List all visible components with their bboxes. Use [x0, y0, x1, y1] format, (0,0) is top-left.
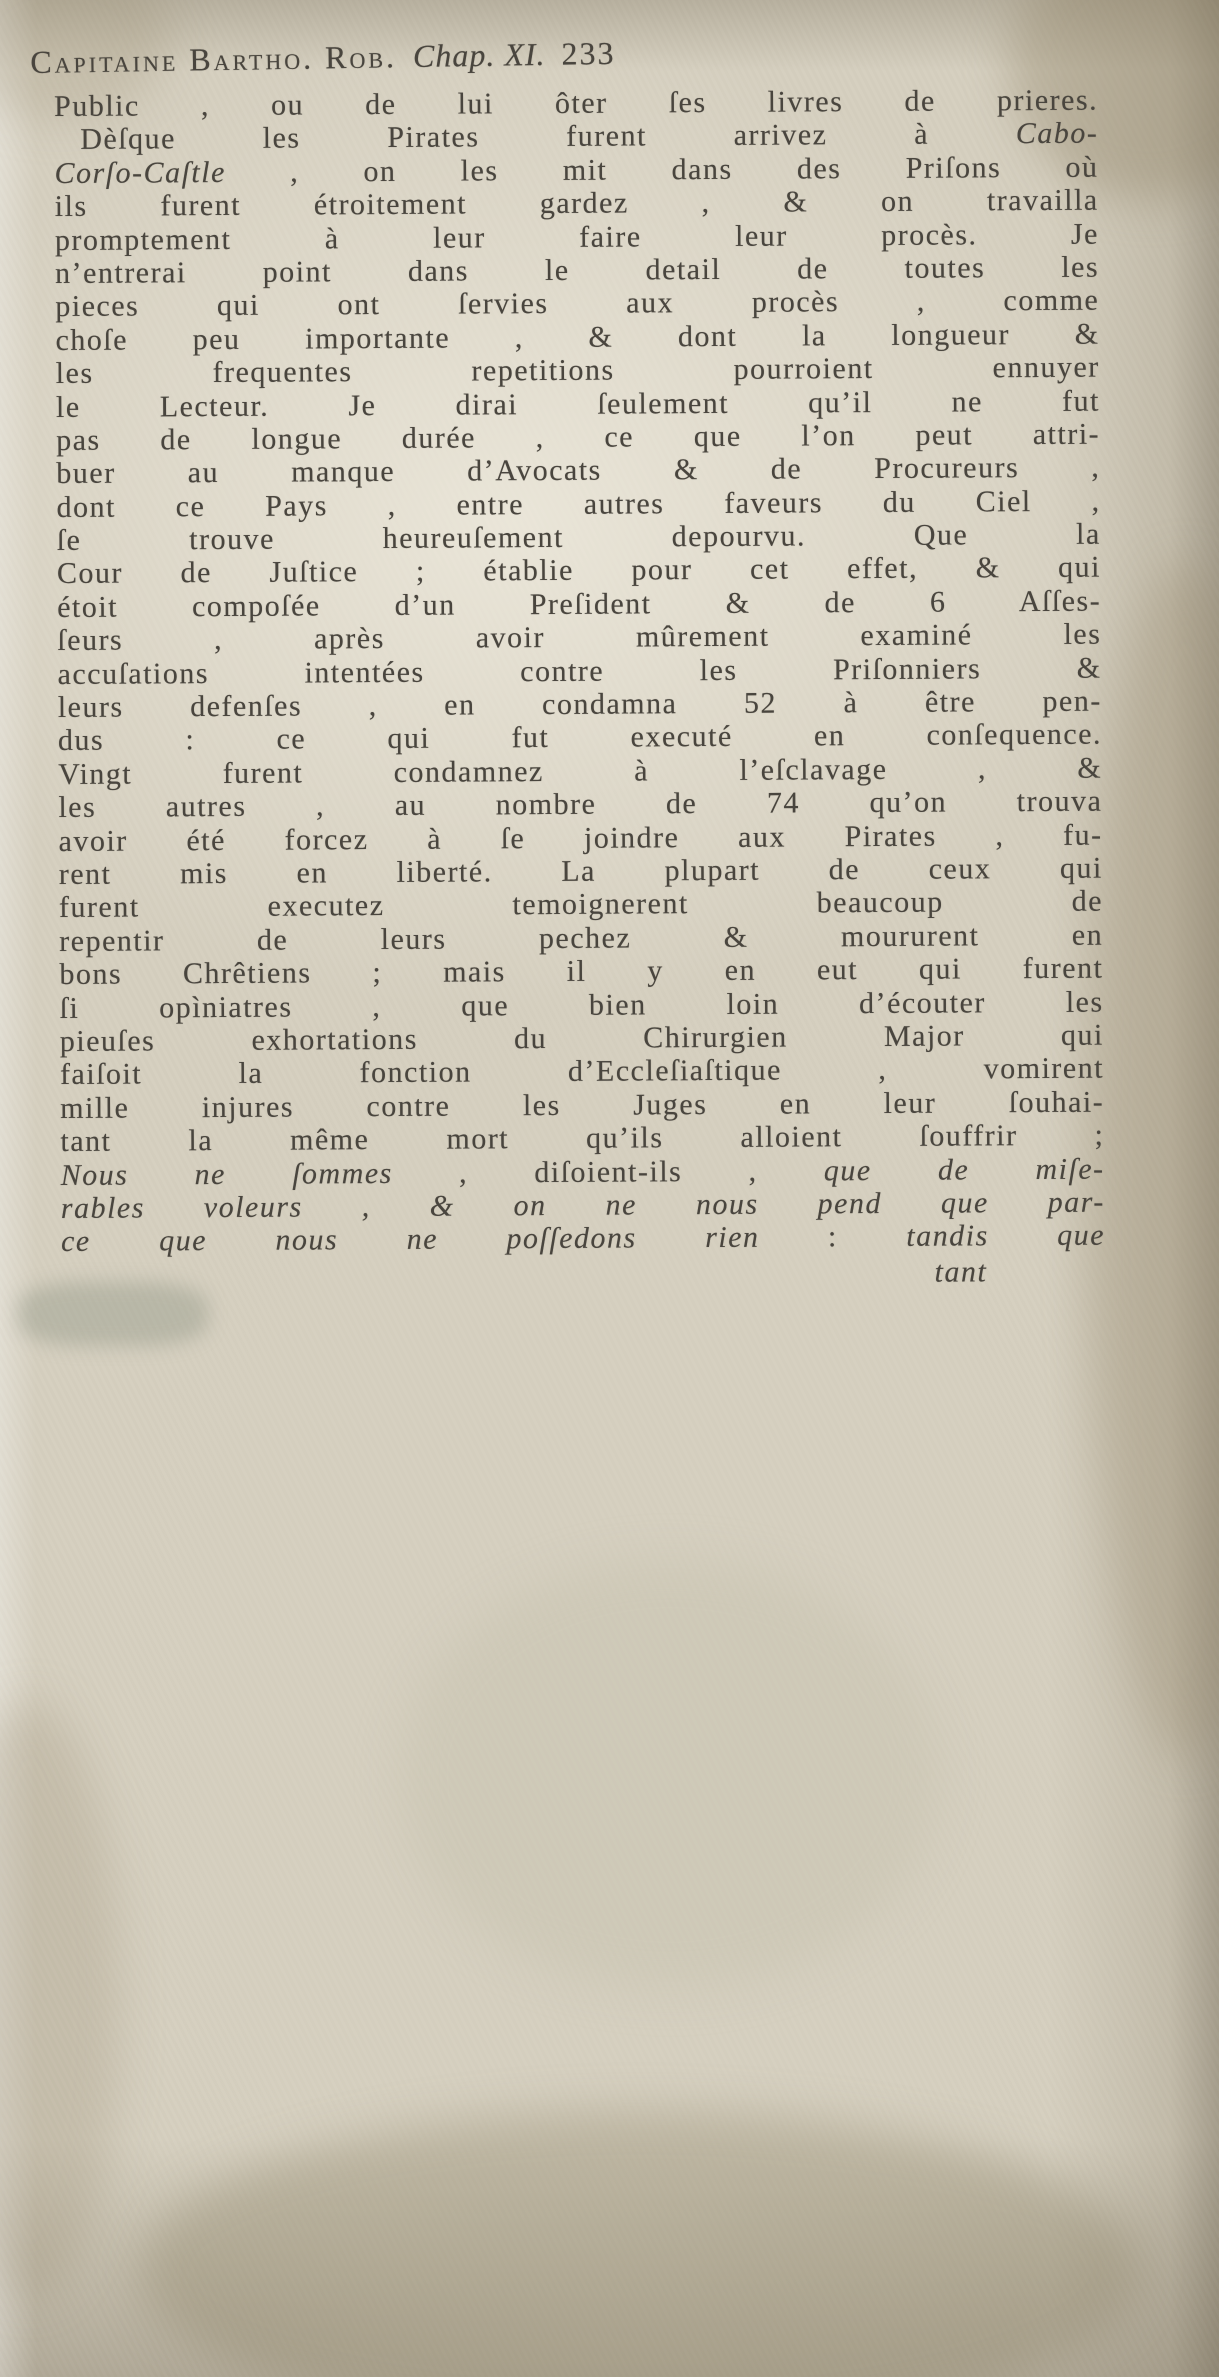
text-segment: ce que nous ne poſſedons rien: [60, 1220, 760, 1259]
text-segment: ſi opìniatres , que bien loin d’écouter les: [59, 985, 1104, 1025]
text-segment: :: [759, 1220, 907, 1254]
paper-stain: [400, 1560, 940, 1990]
text-segment: que de miſe-: [823, 1152, 1105, 1187]
text-segment: faiſoit la fonction d’Eccleſiaſtique , vomirent: [59, 1051, 1105, 1092]
paper-stain: [140, 2110, 1140, 2377]
text-segment: tant la même mort qu’ils alloient ſouffrir ;: [60, 1118, 1105, 1159]
text-segment: Vingt furent condamnez à l’eſclavage , &: [58, 751, 1103, 791]
text-segment: rables voleurs , & on ne nous pend que par-: [60, 1185, 1105, 1225]
catchword: tant: [934, 1254, 988, 1289]
text-segment: étoit compoſée d’un Preſident & de 6 Aſſes-: [57, 584, 1102, 624]
text-segment: ils furent étroitement gardez , & on travailla: [54, 183, 1099, 224]
text-segment: buer au manque d’Avocats & de Procureurs ,: [56, 450, 1101, 491]
text-segment: bons Chrêtiens ; mais il y en eut qui furent: [59, 951, 1104, 992]
text-segment: promptement à leur faire leur procès. Je: [54, 217, 1099, 257]
text-segment: pieces qui ont ſervies aux procès , comme: [55, 283, 1100, 324]
text-segment: pieuſes exhortations du Chirurgien Major qui: [59, 1018, 1104, 1058]
text-segment: Corſo-Caſtle: [54, 155, 226, 190]
text-segment: tandis que: [906, 1218, 1106, 1254]
text-segment: furent executez temoignerent beaucoup de: [58, 884, 1104, 925]
text-segment: leurs defenſes , en condamna 52 à être pen-: [57, 684, 1102, 725]
text-segment: ſeurs , après avoir mûrement examiné les: [57, 617, 1102, 658]
running-title: Capitaine Bartho. Rob.: [30, 38, 398, 80]
text-block: [54, 84, 1105, 1294]
text-segment: , on les mit dans des Priſons où: [225, 150, 1099, 189]
text-segment: n’entrerai point dans le detail de toutes les: [55, 250, 1100, 290]
text-segment: Cabo-: [1015, 117, 1099, 151]
text-segment: dus : ce qui fut executé en conſequence.: [57, 718, 1103, 758]
text-segment: accuſations intentées contre les Priſonniers &: [57, 651, 1102, 691]
page-header: [30, 35, 616, 81]
text-line: [61, 1219, 1105, 1259]
text-segment: choſe peu importante , & dont la longueur &: [55, 317, 1100, 357]
text-segment: ſe trouve heureuſement depourvu. Que la: [56, 517, 1101, 558]
text-segment: mille injures contre les Juges en leur ſouhai-: [60, 1085, 1105, 1125]
text-lines: [54, 84, 1105, 1259]
chapter-reference: Chap. XI.: [412, 35, 546, 74]
page-number: 233: [561, 34, 616, 72]
text-segment: avoir été forcez à ſe joindre aux Pirates , fu-: [58, 818, 1103, 858]
text-segment: Cour de Juſtice ; établie pour cet effet, & qui: [56, 551, 1102, 591]
text-segment: pas de longue durée , ce que l’on peut attri-: [56, 417, 1101, 457]
text-segment: Dèſque les Pirates furent arrivez à: [80, 117, 1016, 157]
text-segment: dont ce Pays , entre autres faveurs du Ciel ,: [56, 484, 1101, 524]
text-segment: Public , ou de lui ôter ſes livres de prieres.: [54, 83, 1099, 123]
text-segment: , diſoient-ils ,: [392, 1153, 824, 1190]
text-segment: les autres , au nombre de 74 qu’on trouva: [58, 784, 1103, 825]
text-segment: les frequentes repetitions pourroient ennuyer: [55, 350, 1100, 391]
paper-stain: [1085, 560, 1219, 1760]
text-segment: Nous ne ſommes: [60, 1156, 393, 1192]
text-segment: repentir de leurs pechez & moururent en: [59, 918, 1104, 958]
text-segment: rent mis en liberté. La plupart de ceux qui: [58, 851, 1103, 891]
paper-stain: [0, 1700, 120, 2300]
text-segment: le Lecteur. Je dirai ſeulement qu’il ne fut: [55, 384, 1101, 424]
